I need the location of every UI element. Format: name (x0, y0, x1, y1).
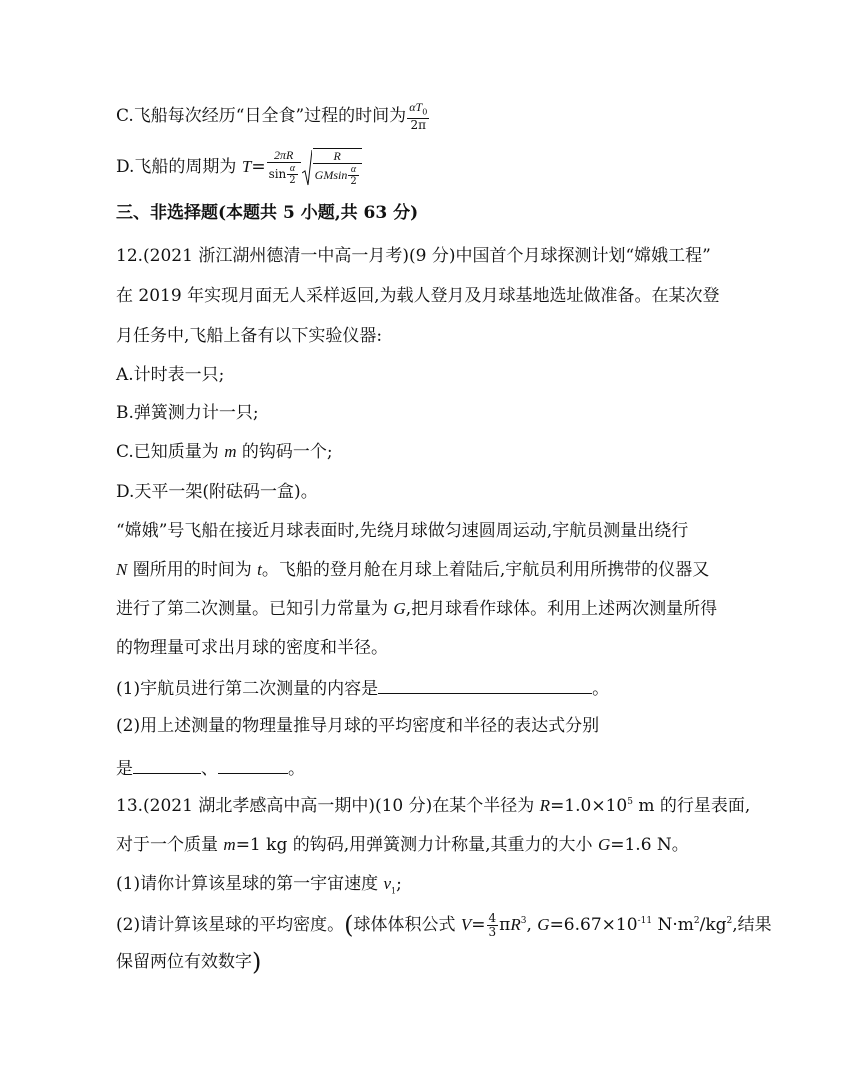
q12-line-3: 月任务中,飞船上备有以下实验仪器: (116, 326, 383, 346)
q12-sub-2a: (2)用上述测量的物理量推导月球的平均密度和半径的表达式分别 (116, 716, 600, 736)
section-heading: 三、非选择题(本题共 5 小题,共 63 分) (116, 203, 419, 223)
fraction-2piR-over-sin: 2πR sin $\frac{\alpha}{2}$ (267, 149, 301, 186)
answer-blank-1[interactable] (378, 675, 592, 694)
q12-option-b: B.弹簧测力计一只; (116, 403, 259, 423)
q12-option-d: D.天平一架(附砝码一盒)。 (116, 482, 318, 502)
q13-sub-1: (1)请你计算该星球的第一宇宙速度 $v_1$; (116, 874, 402, 896)
q12-option-c: C.已知质量为 m 的钩码一个; (116, 442, 333, 462)
q12-sub-2b: 是 、 。 (116, 755, 305, 781)
fraction-4-over-3: $\frac{4}{3}$ (488, 911, 497, 939)
q13-sub-2-cont: 保留两位有效数字) (116, 948, 262, 976)
answer-blank-density[interactable] (133, 755, 201, 774)
q13-line-2: 对于一个质量 m=1 kg 的钩码,用弹簧测力计称量,其重力的大小 G=1.6 N。 (116, 835, 689, 855)
square-root: R GMsin $\frac{\alpha}{2}$ (302, 148, 363, 187)
q13-sub-2: (2)请计算该星球的平均密度。(球体体积公式 V= $\frac{4}{3}$ $\pi R^3$, $G=6.67\times 10^{-11}$ $N\cdot m^2/kg^2$,结果 (116, 911, 772, 939)
q12-para-2: N 圈所用的时间为 t。飞船的登月舱在月球上着陆后,宇航员利用所携带的仪器又 (116, 560, 710, 580)
q12-para-1: “嫦娥”号飞船在接近月球表面时,先绕月球做匀速圆周运动,宇航员测量出绕行 (116, 521, 689, 541)
fraction-alpha-t0-over-2pi: $\frac{\alpha T_0}{2\pi}$ (409, 100, 428, 133)
answer-blank-radius[interactable] (218, 755, 288, 774)
q12-sub-1: (1)宇航员进行第二次测量的内容是 。 (116, 675, 609, 701)
q12-para-3: 进行了第二次测量。已知引力常量为 G,把月球看作球体。利用上述两次测量所得 (116, 599, 718, 619)
q12-line-2: 在 2019 年实现月面无人采样返回,为载人登月及月球基地选址做准备。在某次登 (116, 286, 720, 306)
q12-option-a: A.计时表一只; (116, 365, 225, 385)
q13-line-1: 13.(2021 湖北孝感高中高一期中)(10 分)在某个半径为 $R=1.0\times 10^5$ m 的行星表面, (116, 796, 751, 816)
q12-line-1: 12.(2021 浙江湖州德清一中高一月考)(9 分)中国首个月球探测计划“嫦娥工程” (116, 246, 711, 266)
option-d: D.飞船的周期为 T= 2πR sin $\frac{\alpha}{2}$ R GMsin $\frac{\alpha}{2}$ (116, 148, 363, 187)
option-c: C.飞船每次经历“日全食”过程的时间为 $\frac{\alpha T_0}{2\pi}$ (116, 100, 428, 133)
q12-para-4: 的物理量可求出月球的密度和半径。 (116, 638, 388, 658)
